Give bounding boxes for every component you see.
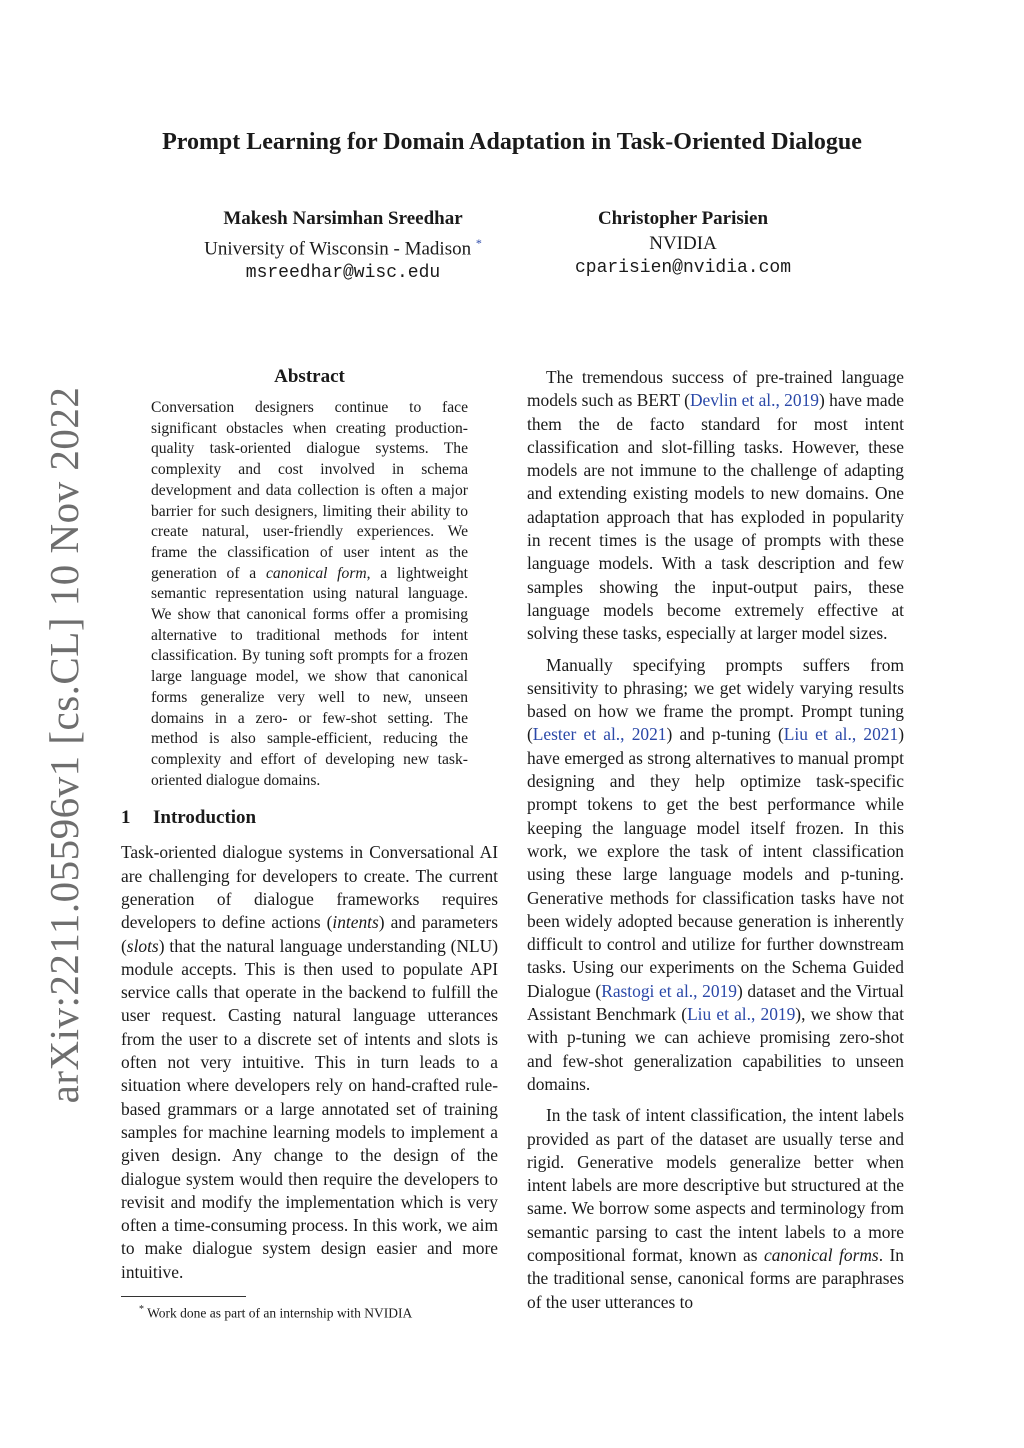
right-paragraph-1: The tremendous success of pre-trained language models such as BERT (Devlin et al., 2019) have made them the de facto standard for most intent classification and slot-filling tasks. However, these models are not immune to the challenge of adapting and extending existing models to new domains. One adaptation approach that has exploded in popularity in recent times is the usage of prompts with these language models. With a task description and few samples showing the input-output pairs, these language models become extremely effective at solving these tasks, especially at larger model sizes.: [527, 367, 904, 644]
author-affiliation: NVIDIA: [649, 233, 717, 254]
right-column: [527, 366, 904, 1314]
arxiv-identifier-stamp: arXiv:2211.05596v1 [cs.CL] 10 Nov 2022: [41, 386, 87, 1104]
abstract-body: Conversation designers continue to face significant obstacles when creating production-quality task-oriented dialogue systems. The complexity and cost involved in schema development and data collection is often a major barrier for such designers, limiting their ability to create natural, user-friendly experiences. We frame the classification of user intent as the generation of a canonical form, a lightweight semantic representation using natural language. We show that canonical forms offer a promising alternative to traditional methods for intent classification. By tuning soft prompts for a frozen large language model, we show that canonical forms generalize very well to new, unseen domains in a zero- or few-shot setting. The method is also sample-efficient, reducing the complexity and effort of developing new task-oriented dialogue domains.: [151, 399, 468, 789]
citation-link[interactable]: Lester et al., 2021: [532, 724, 667, 745]
section-number: 1: [121, 807, 131, 829]
citation-link[interactable]: Liu et al., 2019: [687, 1004, 796, 1025]
abstract-heading: Abstract: [274, 366, 345, 387]
footnote-divider: [121, 1296, 246, 1297]
intro-paragraph-1: Task-oriented dialogue systems in Conversational AI are challenging for developers to create. The current generation of dialogue frameworks requires developers to define actions (intents) and parameters (slots) that the natural language understanding (NLU) module accepts. This is then used to populate API service calls that operate in the backend to fulfill the user request. Casting natural language utterances from the user to a discrete set of intents and slots is often not very intuitive. This in turn leads to a situation where developers rely on hand-crafted rule-based grammars or a large annotated set of training samples for machine learning models to implement a given design. Any change to the design of the dialogue system would then require the developers to revisit and modify the implementation which is very often a time-consuming process. In this work, we aim to make dialogue system design easier and more intuitive.: [121, 842, 498, 1282]
section-heading-introduction: [121, 807, 498, 829]
footnote-mark[interactable]: *: [475, 236, 482, 250]
author-email: msreedhar@wisc.edu: [245, 263, 441, 284]
author-name: Makesh Narsimhan Sreedhar: [223, 208, 463, 229]
citation-link[interactable]: Devlin et al., 2019: [689, 390, 819, 411]
author-affiliation: University of Wisconsin - Madison *: [204, 236, 482, 260]
section-title: Introduction: [153, 807, 257, 829]
paper-title: Prompt Learning for Domain Adaptation in Task-Oriented Dialogue: [162, 129, 862, 155]
left-column: [121, 366, 498, 1322]
author-block-2: [483, 206, 883, 281]
citation-link[interactable]: Liu et al., 2021: [783, 724, 899, 745]
footnote: * Work done as part of an internship with NVIDIA: [139, 1304, 413, 1321]
citation-link[interactable]: Rastogi et al., 2019: [601, 980, 737, 1001]
right-paragraph-2: Manually specifying prompts suffers from sensitivity to phrasing; we get widely varying results based on how we frame the prompt. Prompt tuning (Lester et al., 2021) and p-tuning (Liu et al., 2021) have emerged as strong alternatives to manual prompt designing and they help optimize task-specific prompt tokens to get the best performance while keeping the language model itself frozen. In this work, we explore the task of intent classification using these large language models and p-tuning. Generative methods for classification tasks have not been widely adopted because generation is inherently difficult to control and utilize for further downstream tasks. Using our experiments on the Schema Guided Dialogue (Rastogi et al., 2019) dataset and the Virtual Assistant Benchmark (Liu et al., 2019), we show that with p-tuning we can achieve promising zero-shot and few-shot generalization capabilities to unseen domains.: [527, 654, 905, 1094]
author-name: Christopher Parisien: [597, 208, 769, 229]
author-email: cparisien@nvidia.com: [574, 258, 792, 278]
right-paragraph-3: In the task of intent classification, the intent labels provided as part of the dataset are usually terse and rigid. Generative models generalize better when intent labels are more descriptive but structured at the same. We borrow some aspects and terminology from semantic parsing to cast the intent labels to a more compositional format, known as canonical forms. In the traditional sense, canonical forms are paraphrases of the user utterances to: [527, 1105, 905, 1312]
